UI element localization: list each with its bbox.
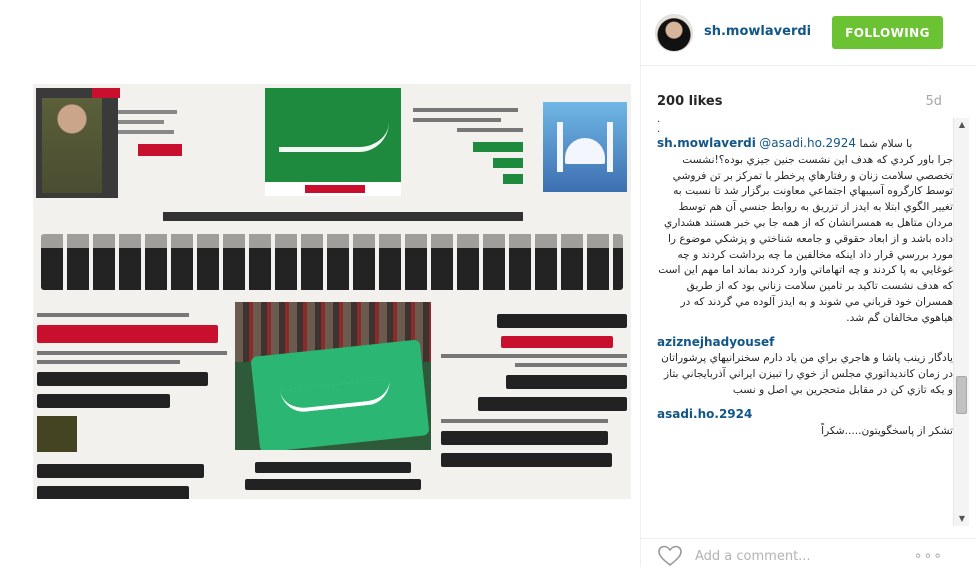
post-details-panel <box>640 0 976 567</box>
post-age: 5d <box>925 94 942 109</box>
scroll-up-arrow-icon[interactable]: ▲ <box>958 120 966 129</box>
comment-text: يادگار زينب پاشا و هاجري براي من ياد دارم سخنرانيهاي پرشوراتان در زمان كانديداتوري مجلس از خوي را تبيزن ايراني آذربايجاني بتاز و يكه تازي كن در مقابل متحجرين بي اصل و نسب <box>661 352 953 396</box>
add-comment-input[interactable]: Add a comment... <box>695 549 811 564</box>
comment-username[interactable]: sh.mowlaverdi <box>657 136 756 150</box>
likes-count[interactable]: 200 likes <box>657 94 723 109</box>
following-button[interactable]: FOLLOWING <box>832 16 943 49</box>
more-options-icon[interactable]: ∘∘∘ <box>913 548 943 564</box>
comment-username[interactable]: aziznejhadyousef <box>657 334 775 349</box>
comment-text: جرا باور كردي كه هدف اين نشست جنين جيزي بوده؟!نشست تخصصي سلامت زنان و رفتارهاي پرخطر با تمركز بر تن فروشي توسط كارگروه آسيبهاي اجتماعي معاونت برگزار شد تا نسبت به تغيير الگوي ابتلا به ايدز از تزريق به روابط جنسي آن هم توسط مردان متاهل به همسرانشان كه از همه جا بي خبر هستند هشداري داده باشد و از ابعاد حقوقي و جامعه شناختي و پزشكي موضوع را مورد بررسي قرار داد اينكه مخالفين ما چه برداشت كردند و چه غوغايي به پا كردند و چه اتهاماتي وارد كردند بماند اما مهم اين است كه هدف نشست تاكيد بر تامين سلامت زناني بود كه از طريق همسران خود قرباني مي شوند و به ايدز آلوده مي گردند كه در هياهوي مخالفان گم شد. <box>658 153 953 324</box>
comments-scrollbar[interactable] <box>953 118 969 526</box>
scroll-down-arrow-icon[interactable]: ▼ <box>958 514 966 523</box>
heart-icon[interactable] <box>657 545 683 567</box>
comment-item <box>657 407 953 440</box>
comment-item <box>657 136 953 327</box>
newspaper-mosque-image <box>543 102 627 192</box>
caption-separator: · · <box>657 118 661 138</box>
comment-lead-text: با سلام شما <box>859 138 913 150</box>
comment-mention[interactable]: @asadi.ho.2924 <box>759 136 857 150</box>
newspaper-headline <box>41 234 623 290</box>
newspaper-rally-photo <box>235 302 431 450</box>
avatar[interactable] <box>655 14 693 52</box>
scrollbar-thumb[interactable] <box>956 376 967 414</box>
newspaper-image[interactable] <box>33 84 631 499</box>
newspaper-side-column <box>118 104 184 194</box>
post-author-username[interactable]: sh.mowlaverdi <box>704 24 812 39</box>
newspaper-right-column <box>413 102 523 192</box>
post-header <box>641 0 976 66</box>
newspaper-subheadline <box>163 212 523 224</box>
comments-list[interactable] <box>641 118 953 526</box>
newspaper-right-lower-column <box>441 306 627 496</box>
newspaper-left-column <box>37 308 227 498</box>
comment-username[interactable]: asadi.ho.2924 <box>657 406 753 421</box>
post-footer <box>641 538 976 567</box>
newspaper-logo <box>265 88 401 196</box>
comment-item <box>657 335 953 399</box>
comment-text: تشكر از پاسخگويتون.....شكراً <box>821 424 953 437</box>
newspaper-photo-soldier <box>36 88 118 198</box>
newspaper-photo-caption <box>235 456 431 496</box>
